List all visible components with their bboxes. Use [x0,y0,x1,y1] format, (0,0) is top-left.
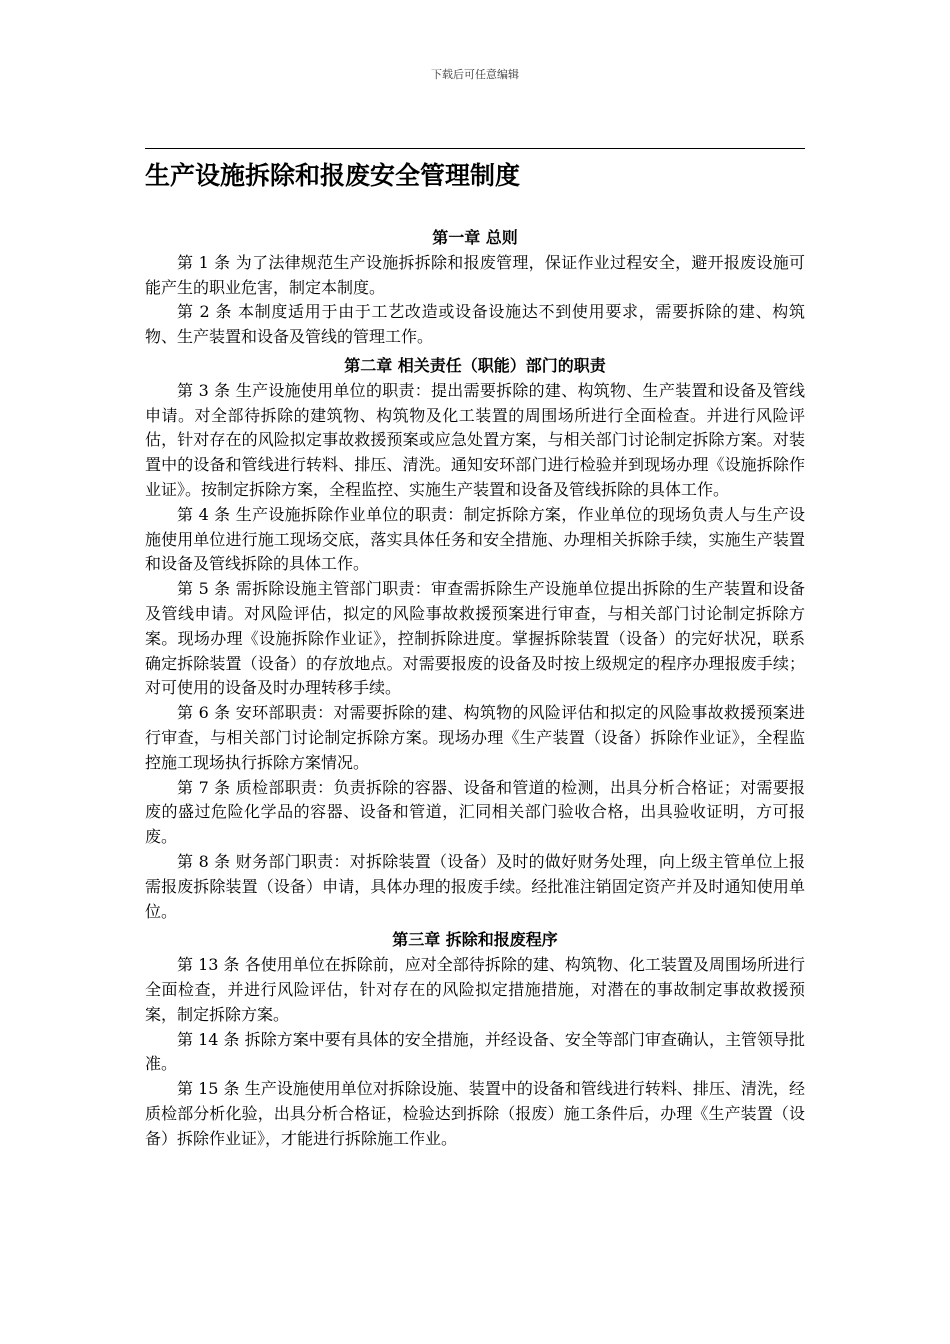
document-title: 生产设施拆除和报废安全管理制度 [145,161,521,190]
chapter-heading: 第二章 相关责任（职能）部门的职责 [344,355,606,375]
article-text: 拆除方案中要有具体的安全措施，并经设备、安全等部门审查确认，主管领导批准。 [145,1029,805,1074]
chapter-section [145,928,805,1151]
header-divider [145,148,805,149]
article-text: 为了法律规范生产设施拆拆除和报废管理，保证作业过程安全，避开报废设施可能产生的职业危害，制定本制度。 [145,252,805,297]
chapter-heading: 第三章 拆除和报废程序 [392,930,558,950]
article-text: 生产设施使用单位的职责：提出需要拆除的建、构筑物、生产装置和设备及管线申请。对全部待拆除的建筑物、构筑物及化工装置的周围场所进行全面检查。并进行风险评估，针对存在的风险拟定事故救援预案或应急处置方案，与相关部门讨论制定拆除方案。对装置中的设备和管线进行转料、排压、清洗。通知安环部门进行检验并到现场办理《设施拆除作业证》。按制定拆除方案，全程监控、实施生产装置和设备及管线拆除的具体工作。 [145,380,805,499]
article-number: 第 7 条 [177,777,231,797]
document-body [145,222,805,1151]
article-number: 第 4 条 [177,504,231,524]
chapter-heading: 第一章 总则 [432,228,518,247]
article-paragraph [145,776,805,850]
article-number: 第 3 条 [177,380,231,400]
article-text: 生产设施使用单位对拆除设施、装置中的设备和管线进行转料、排压、清洗，经质检部分析化验，出具分析合格证，检验达到拆除（报废）施工条件后，办理《生产装置（设备）拆除作业证》，才能进行拆除施工作业。 [145,1079,805,1148]
article-number: 第 2 条 [177,302,233,322]
article-paragraph [145,1028,805,1078]
article-paragraph [145,300,805,350]
page-header-note: 下载后可任意编辑 [431,68,519,81]
article-paragraph [145,503,805,577]
article-text: 安环部职责：对需要拆除的建、构筑物的风险评估和拟定的风险事故救援预案进行审查，与相关部门讨论制定拆除方案。现场办理《生产装置（设备）拆除作业证》，全程监控施工现场执行拆除方案情况。 [145,703,805,772]
article-text: 质检部职责：负责拆除的容器、设备和管道的检测，出具分析合格证；对需要报废的盛过危险化学品的容器、设备和管道，汇同相关部门验收合格，出具验收证明，方可报废。 [145,777,805,847]
article-paragraph [145,850,805,924]
article-number: 第 15 条 [177,1079,240,1099]
article-paragraph [145,1077,805,1151]
article-paragraph [145,251,805,301]
article-number: 第 8 条 [177,851,231,871]
article-paragraph [145,577,805,701]
article-text: 需拆除设施主管部门职责：审查需拆除生产设施单位提出拆除的生产装置和设备及管线申请。对风险评估，拟定的风险事故救援预案进行审查，与相关部门讨论制定拆除方案。现场办理《设施拆除作业证》，控制拆除进度。掌握拆除装置（设备）的完好状况，联系确定拆除装置（设备）的存放地点。对需要报废的设备及时按上级规定的程序办理报废手续；对可使用的设备及时办理转移手续。 [145,579,805,698]
article-text: 各使用单位在拆除前，应对全部待拆除的建、构筑物、化工装置及周围场所进行全面检查，并进行风险评估，针对存在的风险拟定措施措施，对潜在的事故制定事故救援预案，制定拆除方案。 [145,955,805,1024]
article-number: 第 5 条 [177,579,231,599]
article-text: 生产设施拆除作业单位的职责：制定拆除方案，作业单位的现场负责人与生产设施使用单位进行施工现场交底，落实具体任务和安全措施、办理相关拆除手续，实施生产装置和设备及管线拆除的具体工作。 [145,504,805,574]
article-text: 本制度适用于由于工艺改造或设备设施达不到使用要求，需要拆除的建、构筑物、生产装置和设备及管线的管理工作。 [145,302,805,347]
article-number: 第 6 条 [177,703,231,723]
article-number: 第 1 条 [177,252,231,272]
article-number: 第 13 条 [177,955,240,975]
article-number: 第 14 条 [177,1029,240,1049]
chapter-section [145,226,805,350]
chapter-section [145,354,805,924]
article-text: 财务部门职责：对拆除装置（设备）及时的做好财务处理，向上级主管单位上报需报废拆除装置（设备）申请，具体办理的报废手续。经批准注销固定资产并及时通知使用单位。 [145,851,805,921]
article-paragraph [145,379,805,503]
article-paragraph [145,953,805,1027]
article-paragraph [145,701,805,775]
